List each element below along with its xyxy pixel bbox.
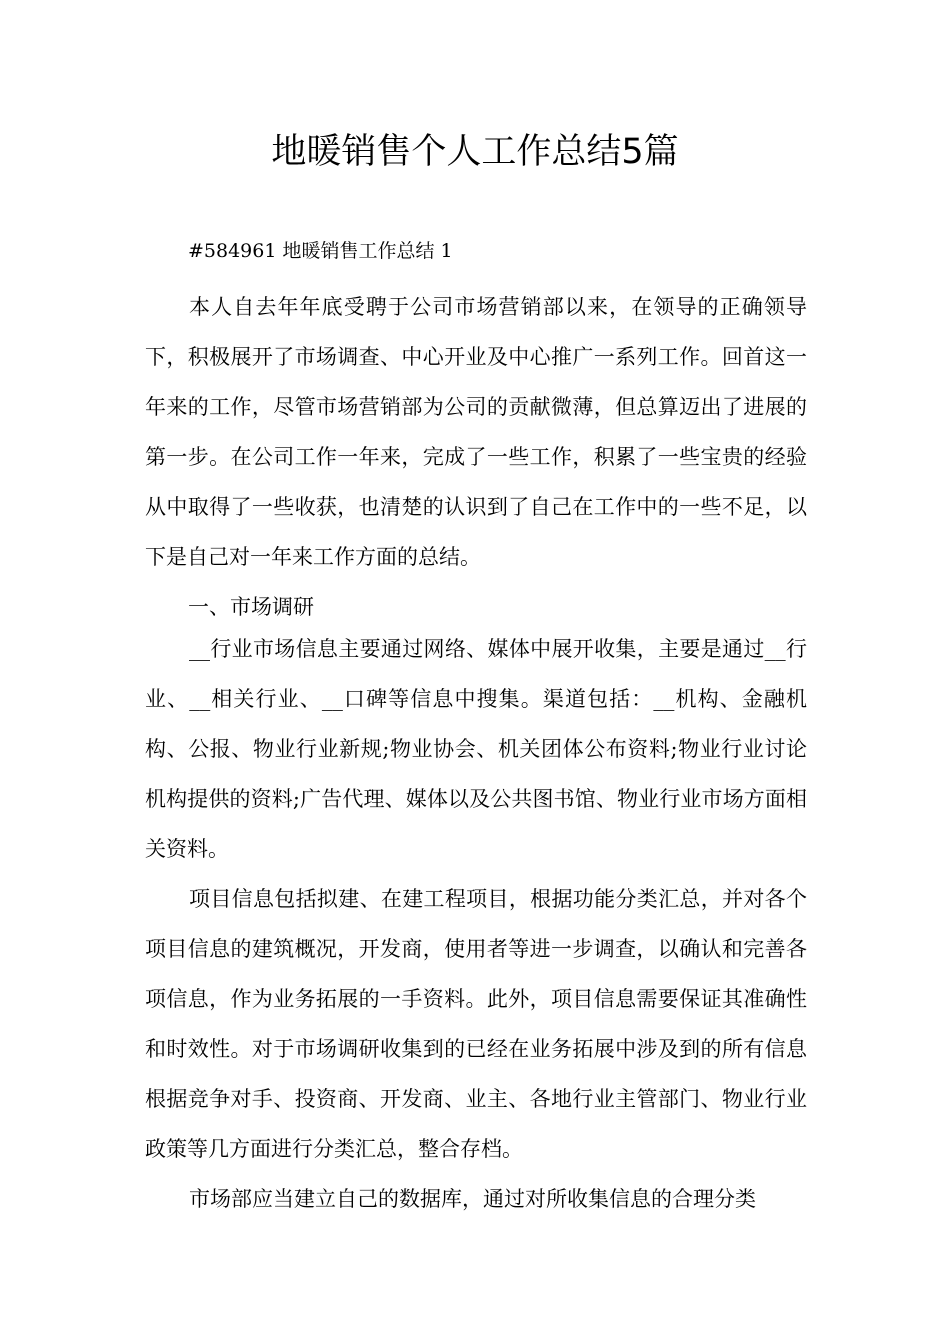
document-title: 地暖销售个人工作总结5篇 (271, 132, 679, 172)
paragraph-project-info: 项目信息包括拟建、在建工程项目，根据功能分类汇总，并对各个项目信息的建筑概况，开发商，使用者等进一步调查，以确认和完善各项信息，作为业务拓展的一手资料。此外，项目信息需要保证其准确性和时效性。对于市场调研收集到的已经在业务拓展中涉及到的所有信息根据竞争对手、投资商、开发商、业主、各地行业主管部门、物业行业政策等几方面进行分类汇总，整合存档。 (145, 887, 807, 1161)
document-subtitle: #584961 地暖销售工作总结 1 (188, 240, 453, 262)
paragraph-database: 市场部应当建立自己的数据库，通过对所收集信息的合理分类 (189, 1187, 756, 1211)
paragraph-intro: 本人自去年年底受聘于公司市场营销部以来，在领导的正确领导下，积极展开了市场调查、中心开业及中心推广一系列工作。回首这一年来的工作，尽管市场营销部为公司的贡献微薄，但总算迈出了进展的第一步。在公司工作一年来，完成了一些工作，积累了一些宝贵的经验从中取得了一些收获，也清楚的认识到了自己在工作中的一些不足，以下是自己对一年来工作方面的总结。 (145, 295, 807, 569)
section-heading-market-research: 一、市场调研 (188, 595, 314, 619)
paragraph-market-info: __行业市场信息主要通过网络、媒体中展开收集，主要是通过__行业、__相关行业、__口碑等信息中搜集。渠道包括：__机构、金融机构、公报、物业行业新规;物业协会、机关团体公布资料;物业行业讨论机构提供的资料;广告代理、媒体以及公共图书馆、物业行业市场方面相关资料。 (145, 637, 807, 861)
